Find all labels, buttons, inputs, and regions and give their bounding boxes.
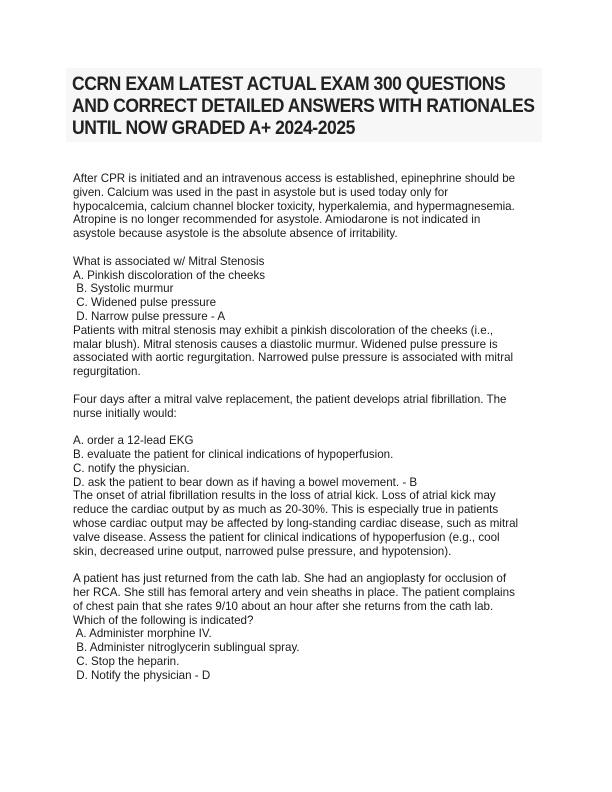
answer-option: C. Stop the heparin. [73, 654, 180, 668]
paragraph-gap [73, 379, 543, 393]
question-text: of chest pain that she rates 9/10 about an hour after she returns from the cath lab. [73, 599, 494, 613]
title-line: UNTIL NOW GRADED A+ 2024-2025 [72, 117, 355, 139]
text-line: After CPR is initiated and an intravenous access is established, epinephrine should be [73, 172, 516, 185]
answer-option: B. Systolic murmur [73, 282, 174, 296]
title-line: AND CORRECT DETAILED ANSWERS WITH RATIONALES [72, 95, 535, 117]
question-text: Which of the following is indicated? [73, 613, 254, 627]
paragraph-asystole [73, 172, 543, 241]
rationale-line: valve disease. Assess the patient for clinical indications of hypoperfusion (e.g., cool [73, 530, 500, 544]
question-text: her RCA. She still has femoral artery and vein sheaths in place. The patient complains [73, 585, 515, 599]
question-atrial-fibrillation [73, 393, 543, 559]
question-text: What is associated w/ Mitral Stenosis [73, 254, 265, 268]
answer-option: D. Notify the physician - D [73, 668, 211, 682]
question-text: Four days after a mitral valve replacement, the patient develops atrial fibrillation. The [73, 392, 507, 406]
paragraph-gap [73, 241, 543, 255]
rationale-line: reduce the cardiac output by as much as 20-30%. This is especially true in patients [73, 503, 499, 517]
answer-option: A. Administer morphine IV. [73, 627, 212, 641]
paragraph-gap [73, 420, 543, 434]
answer-option: B. evaluate the patient for clinical indications of hypoperfusion. [73, 447, 394, 461]
rationale-line: Patients with mitral stenosis may exhibit a pinkish discoloration of the cheeks (i.e., [73, 323, 494, 337]
text-line: Atropine is no longer recommended for asystole. Amiodarone is not indicated in [73, 213, 481, 227]
rationale-line: The onset of atrial fibrillation results in the loss of atrial kick. Loss of atrial kick may [73, 489, 496, 503]
title-line: CCRN EXAM LATEST ACTUAL EXAM 300 QUESTIONS [72, 73, 506, 95]
answer-option: B. Administer nitroglycerin sublingual spray. [73, 641, 300, 655]
answer-option: D. Narrow pulse pressure - A [73, 309, 226, 323]
answer-option: D. ask the patient to bear down as if having a bowel movement. - B [73, 475, 418, 489]
text-line: hypocalcemia, calcium channel blocker toxicity, hyperkalemia, and hypermagnesemia. [73, 199, 515, 213]
answer-option: C. notify the physician. [73, 461, 190, 475]
question-mitral-stenosis [73, 255, 543, 379]
text-line: given. Calcium was used in the past in asystole but is used today only for [73, 185, 449, 199]
question-text: A patient has just returned from the cath lab. She had an angioplasty for occlusion of [73, 572, 507, 586]
question-text: nurse initially would: [73, 406, 177, 420]
answer-option: A. Pinkish discoloration of the cheeks [73, 268, 266, 282]
paragraph-gap [73, 558, 543, 572]
question-cath-lab [73, 572, 543, 682]
rationale-line: regurgitation. [73, 365, 141, 379]
text-line: asystole because asystole is the absolute absence of irritability. [73, 227, 398, 241]
rationale-line: whose cardiac output may be affected by long-standing cardiac disease, such as mitral [73, 516, 519, 530]
rationale-line: associated with aortic regurgitation. Narrowed pulse pressure is associated with mitral [73, 351, 514, 365]
rationale-line: skin, decreased urine output, narrowed pulse pressure, and hypotension). [73, 544, 452, 558]
answer-option: C. Widened pulse pressure [73, 296, 217, 310]
document-body [73, 172, 543, 682]
document-title [72, 73, 535, 139]
answer-option: A. order a 12-lead EKG [73, 434, 194, 448]
rationale-line: malar blush). Mitral stenosis causes a diastolic murmur. Widened pulse pressure is [73, 337, 498, 351]
